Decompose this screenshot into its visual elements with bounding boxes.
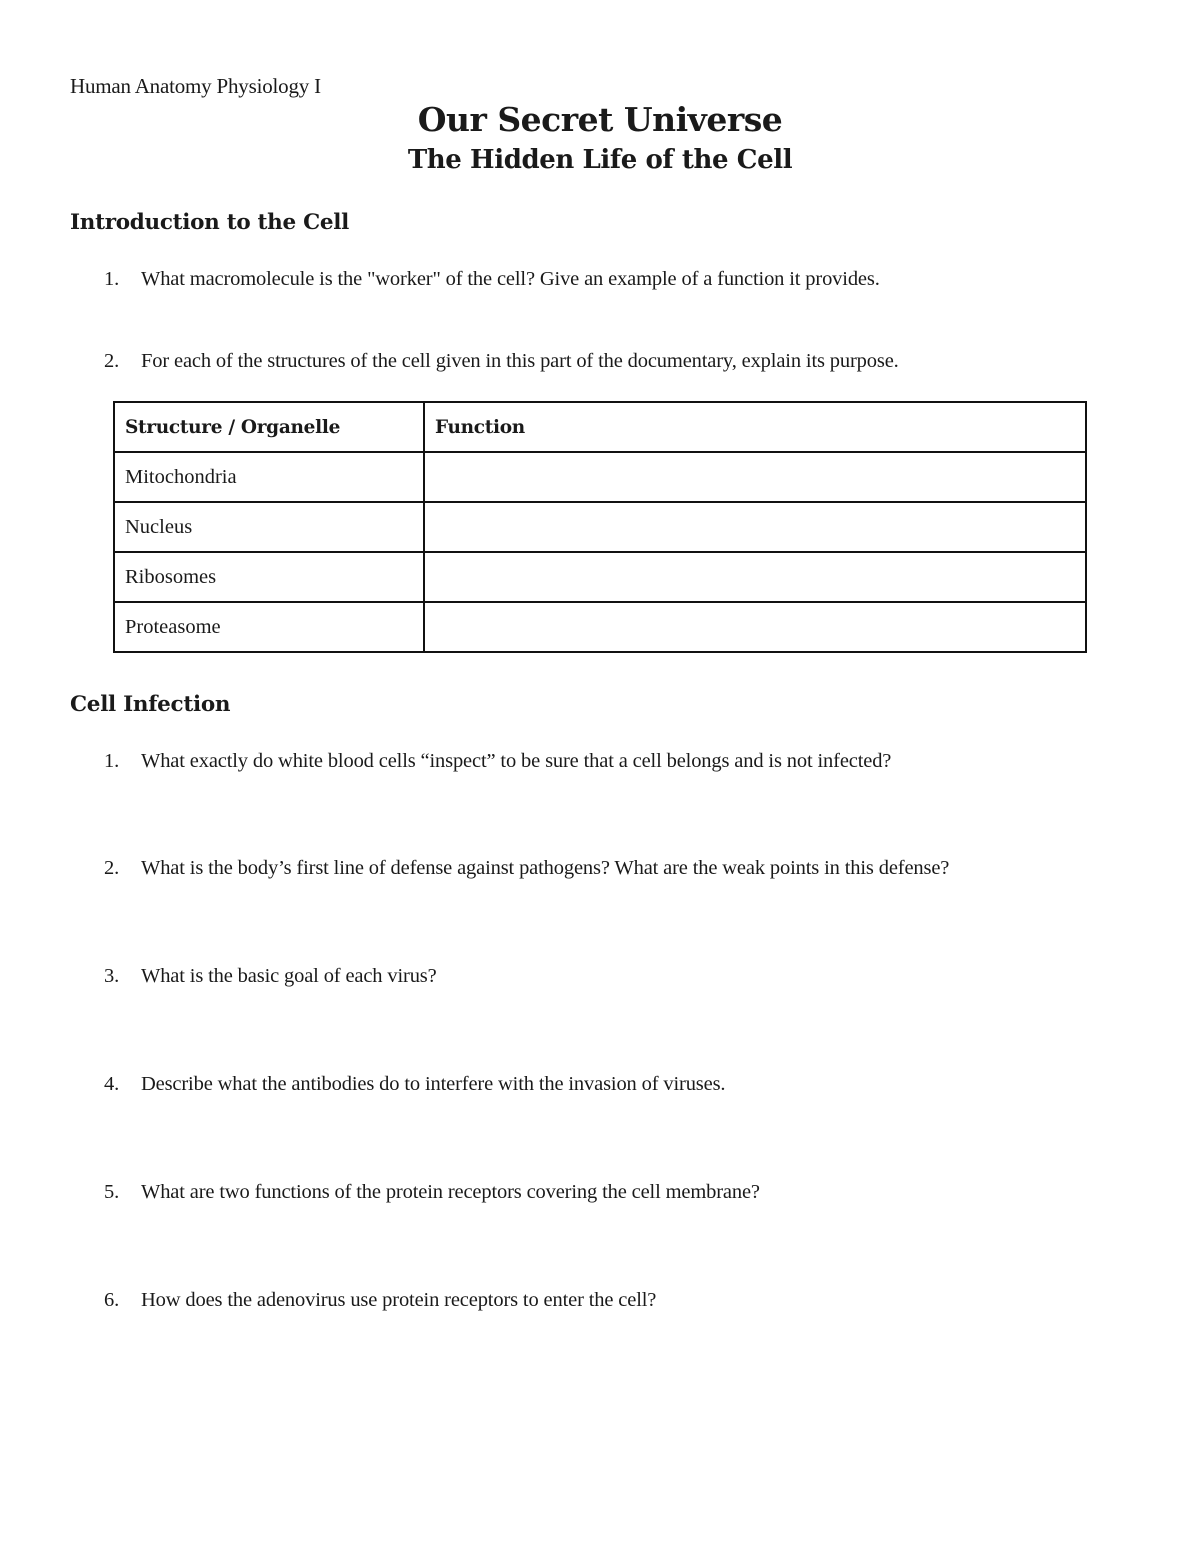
column-header-structure: Structure / Organelle — [114, 402, 424, 452]
structure-cell: Ribosomes — [114, 552, 424, 602]
question-text: What exactly do white blood cells “inspect” to be sure that a cell belongs and is not infected? — [141, 750, 892, 772]
function-cell[interactable] — [424, 552, 1086, 602]
structure-cell: Mitochondria — [114, 452, 424, 502]
infection-question-1 — [100, 750, 891, 773]
page-title: Our Secret Universe — [417, 100, 783, 139]
question-number: 3. — [104, 965, 120, 987]
question-number: 1. — [104, 750, 120, 772]
page-subtitle: The Hidden Life of the Cell — [407, 145, 793, 175]
function-cell[interactable] — [424, 502, 1086, 552]
organelle-table — [113, 401, 1087, 653]
function-cell[interactable] — [424, 602, 1086, 652]
question-number: 2. — [104, 857, 120, 879]
function-cell[interactable] — [424, 452, 1086, 502]
infection-question-4 — [100, 1073, 725, 1096]
question-number: 5. — [104, 1181, 120, 1203]
question-number: 2. — [104, 350, 120, 372]
question-text: What is the basic goal of each virus? — [141, 965, 437, 987]
table-row — [114, 602, 1086, 652]
question-text: For each of the structures of the cell given in this part of the documentary, explain its purpose. — [141, 350, 899, 372]
question-number: 4. — [104, 1073, 120, 1095]
question-text: What are two functions of the protein receptors covering the cell membrane? — [141, 1181, 760, 1203]
structure-cell: Proteasome — [114, 602, 424, 652]
table-header-row — [114, 402, 1086, 452]
question-text: What is the body’s first line of defense against pathogens? What are the weak points in this defense? — [141, 857, 950, 879]
column-header-function: Function — [424, 402, 1086, 452]
infection-question-3 — [100, 965, 437, 988]
structure-cell: Nucleus — [114, 502, 424, 552]
intro-question-1 — [100, 268, 880, 291]
question-text: Describe what the antibodies do to interfere with the invasion of viruses. — [141, 1073, 726, 1095]
infection-question-5 — [100, 1181, 760, 1204]
infection-question-6 — [100, 1289, 656, 1312]
question-text: What macromolecule is the "worker" of the cell? Give an example of a function it provides. — [141, 268, 880, 290]
table-row — [114, 502, 1086, 552]
table-row — [114, 552, 1086, 602]
table-row — [114, 452, 1086, 502]
question-text: How does the adenovirus use protein receptors to enter the cell? — [141, 1289, 657, 1311]
infection-question-2 — [100, 857, 949, 880]
question-number: 6. — [104, 1289, 120, 1311]
question-number: 1. — [104, 268, 120, 290]
section-heading-intro: Introduction to the Cell — [70, 210, 350, 235]
intro-question-2 — [100, 350, 899, 373]
section-heading-infection: Cell Infection — [70, 692, 231, 717]
course-name: Human Anatomy Physiology I — [70, 74, 321, 98]
